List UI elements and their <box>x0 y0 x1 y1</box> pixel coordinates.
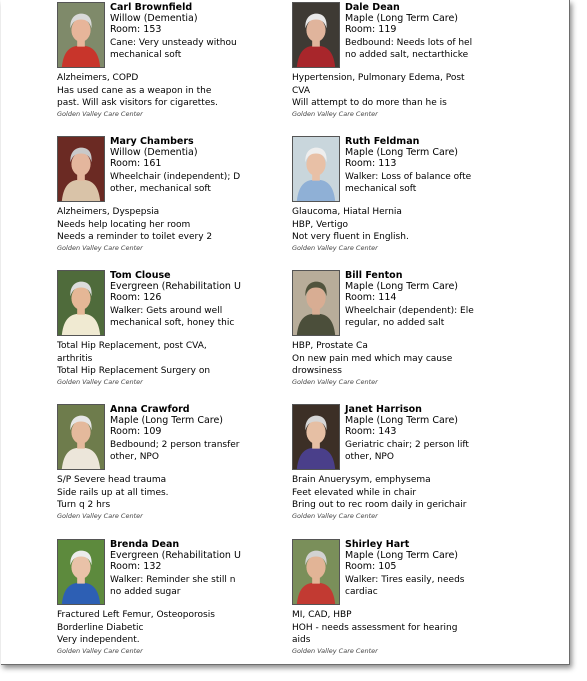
resident-notes <box>292 72 482 109</box>
facility-footer: Golden Valley Care Center <box>57 110 143 118</box>
facility-footer: Golden Valley Care Center <box>57 647 143 655</box>
resident-mobility-diet <box>345 37 481 61</box>
portrait-icon <box>58 540 104 604</box>
note-line: Alzheimers, Dyspepsia <box>57 207 160 217</box>
mobility-line: regular, no added salt <box>345 318 445 328</box>
mobility-line: Cane: Very unsteady withou <box>110 38 237 48</box>
resident-notes <box>292 474 482 511</box>
resident-mobility-diet <box>110 37 246 61</box>
note-line: HBP, Vertigo <box>292 219 349 230</box>
portrait-icon <box>293 540 339 604</box>
mobility-line: Wheelchair (independent); D <box>110 172 241 182</box>
resident-notes <box>57 72 247 109</box>
resident-mobility-diet <box>345 574 481 598</box>
note-line: Bring out to rec room daily in gerichair <box>292 500 467 510</box>
note-line: Very independent. <box>57 635 140 645</box>
resident-room: Room: 105 <box>345 561 397 572</box>
resident-room: Room: 153 <box>110 24 162 35</box>
resident-notes <box>57 609 247 646</box>
mobility-line: Bedbound: Needs lots of hel <box>345 38 473 48</box>
resident-photo <box>292 2 340 68</box>
portrait-icon <box>293 271 339 335</box>
note-line: Alzheimers, COPD <box>57 73 139 83</box>
mobility-line: other, NPO <box>110 452 159 462</box>
resident-unit: Maple (Long Term Care) <box>345 415 459 426</box>
mobility-line: other, mechanical soft <box>110 184 211 194</box>
resident-photo <box>57 136 105 202</box>
mobility-line: Walker: Gets around well <box>110 306 223 316</box>
note-line: past. Will ask visitors for cigarettes. <box>57 98 218 108</box>
resident-room: Room: 114 <box>345 292 397 303</box>
resident-name: Mary Chambers <box>110 136 194 147</box>
mobility-line: mechanical soft <box>345 184 417 194</box>
resident-card-shirley-hart[interactable] <box>292 539 482 655</box>
note-line: Feet elevated while in chair <box>292 487 417 498</box>
resident-name: Bill Fenton <box>345 270 403 281</box>
resident-name: Ruth Feldman <box>345 136 420 147</box>
resident-notes <box>292 206 482 243</box>
resident-notes <box>292 609 482 646</box>
mobility-line: Walker: Reminder she still n <box>110 575 236 585</box>
resident-room: Room: 113 <box>345 158 397 169</box>
resident-unit: Evergreen (Rehabilitation U <box>110 550 241 561</box>
resident-photo <box>57 270 105 336</box>
note-line: Total Hip Replacement, post CVA, <box>57 341 207 351</box>
resident-photo <box>292 404 340 470</box>
facility-footer: Golden Valley Care Center <box>292 378 378 386</box>
facility-footer: Golden Valley Care Center <box>57 378 143 386</box>
resident-mobility-diet <box>110 305 246 329</box>
note-line: Hypertension, Pulmonary Edema, Post <box>292 73 465 83</box>
note-line: HOH - needs assessment for hearing <box>292 622 458 633</box>
facility-footer: Golden Valley Care Center <box>292 244 378 252</box>
facility-footer: Golden Valley Care Center <box>57 512 143 520</box>
resident-mobility-diet <box>345 171 481 195</box>
resident-unit: Maple (Long Term Care) <box>345 147 459 158</box>
note-line: Total Hip Replacement Surgery on <box>57 366 211 376</box>
resident-unit: Evergreen (Rehabilitation U <box>110 281 241 292</box>
resident-card-dale-dean[interactable] <box>292 2 482 118</box>
mobility-line: mechanical soft <box>110 50 182 60</box>
note-line: Brain Anuerysym, emphysema <box>292 475 431 485</box>
portrait-icon <box>293 137 339 201</box>
facility-footer: Golden Valley Care Center <box>57 244 143 252</box>
resident-unit: Maple (Long Term Care) <box>110 415 224 426</box>
resident-unit: Maple (Long Term Care) <box>345 281 459 292</box>
resident-photo <box>57 539 105 605</box>
mobility-line: no added salt, nectarthicke <box>345 50 469 60</box>
resident-name: Brenda Dean <box>110 539 180 550</box>
resident-unit: Maple (Long Term Care) <box>345 550 459 561</box>
mobility-line: Geriatric chair; 2 person lift <box>345 440 469 450</box>
note-line: arthritis <box>57 353 93 364</box>
facility-footer: Golden Valley Care Center <box>292 512 378 520</box>
resident-mobility-diet <box>110 171 246 195</box>
note-line: S/P Severe head trauma <box>57 475 167 485</box>
resident-room: Room: 161 <box>110 158 162 169</box>
resident-roster-page <box>1 0 570 665</box>
resident-room: Room: 132 <box>110 561 162 572</box>
resident-unit: Maple (Long Term Care) <box>345 13 459 24</box>
resident-mobility-diet <box>110 439 246 463</box>
resident-name: Dale Dean <box>345 2 400 13</box>
note-line: On new pain med which may cause <box>292 353 453 364</box>
resident-room: Room: 143 <box>345 426 397 437</box>
resident-name: Anna Crawford <box>110 404 190 415</box>
resident-card-brenda-dean[interactable] <box>57 539 247 655</box>
mobility-line: Walker: Tires easily, needs <box>345 575 465 585</box>
resident-room: Room: 126 <box>110 292 162 303</box>
resident-card-anna-crawford[interactable] <box>57 404 247 520</box>
resident-notes <box>57 474 247 511</box>
resident-card-janet-harrison[interactable] <box>292 404 482 520</box>
resident-notes <box>57 206 247 243</box>
note-line: Fractured Left Femur, Osteoporosis <box>57 610 215 620</box>
note-line: Borderline Diabetic <box>57 622 144 633</box>
note-line: aids <box>292 635 311 645</box>
resident-photo <box>57 404 105 470</box>
mobility-line: cardiac <box>345 587 378 597</box>
portrait-icon <box>58 405 104 469</box>
mobility-line: mechanical soft, honey thic <box>110 318 235 328</box>
resident-card-tom-clouse[interactable] <box>57 270 247 386</box>
resident-name: Janet Harrison <box>345 404 422 415</box>
resident-card-bill-fenton[interactable] <box>292 270 482 386</box>
note-line: Needs help locating her room <box>57 219 191 230</box>
resident-unit: Willow (Dementia) <box>110 147 198 158</box>
resident-photo <box>292 539 340 605</box>
note-line: drowsiness <box>292 366 342 376</box>
mobility-line: Wheelchair (dependent): Ele <box>345 306 474 316</box>
note-line: HBP, Prostate Ca <box>292 341 368 351</box>
resident-notes <box>292 340 482 377</box>
resident-mobility-diet <box>345 305 481 329</box>
resident-room: Room: 109 <box>110 426 162 437</box>
resident-name: Shirley Hart <box>345 539 410 550</box>
portrait-icon <box>293 3 339 67</box>
resident-notes <box>57 340 247 377</box>
facility-footer: Golden Valley Care Center <box>292 647 378 655</box>
resident-photo <box>292 136 340 202</box>
mobility-line: Bedbound; 2 person transfer <box>110 440 240 450</box>
note-line: Needs a reminder to toilet every 2 <box>57 232 213 242</box>
note-line: Will attempt to do more than he is <box>292 98 447 108</box>
resident-name: Tom Clouse <box>110 270 171 281</box>
mobility-line: no added sugar <box>110 587 181 597</box>
portrait-icon <box>293 405 339 469</box>
resident-card-ruth-feldman[interactable] <box>292 136 482 252</box>
portrait-icon <box>58 137 104 201</box>
facility-footer: Golden Valley Care Center <box>292 110 378 118</box>
mobility-line: Walker: Loss of balance ofte <box>345 172 472 182</box>
resident-mobility-diet <box>110 574 246 598</box>
resident-mobility-diet <box>345 439 481 463</box>
note-line: MI, CAD, HBP <box>292 610 352 620</box>
resident-card-mary-chambers[interactable] <box>57 136 247 252</box>
resident-photo <box>57 2 105 68</box>
note-line: Side rails up at all times. <box>57 487 169 498</box>
note-line: Turn q 2 hrs <box>57 500 111 510</box>
resident-unit: Willow (Dementia) <box>110 13 198 24</box>
note-line: Glaucoma, Hiatal Hernia <box>292 207 402 217</box>
resident-card-carl-brownfield[interactable] <box>57 2 247 118</box>
resident-room: Room: 119 <box>345 24 397 35</box>
note-line: Not very fluent in English. <box>292 232 409 242</box>
note-line: Has used cane as a weapon in the <box>57 85 212 96</box>
resident-photo <box>292 270 340 336</box>
note-line: CVA <box>292 85 311 96</box>
resident-name: Carl Brownfield <box>110 2 193 13</box>
portrait-icon <box>58 3 104 67</box>
mobility-line: other, NPO <box>345 452 394 462</box>
portrait-icon <box>58 271 104 335</box>
